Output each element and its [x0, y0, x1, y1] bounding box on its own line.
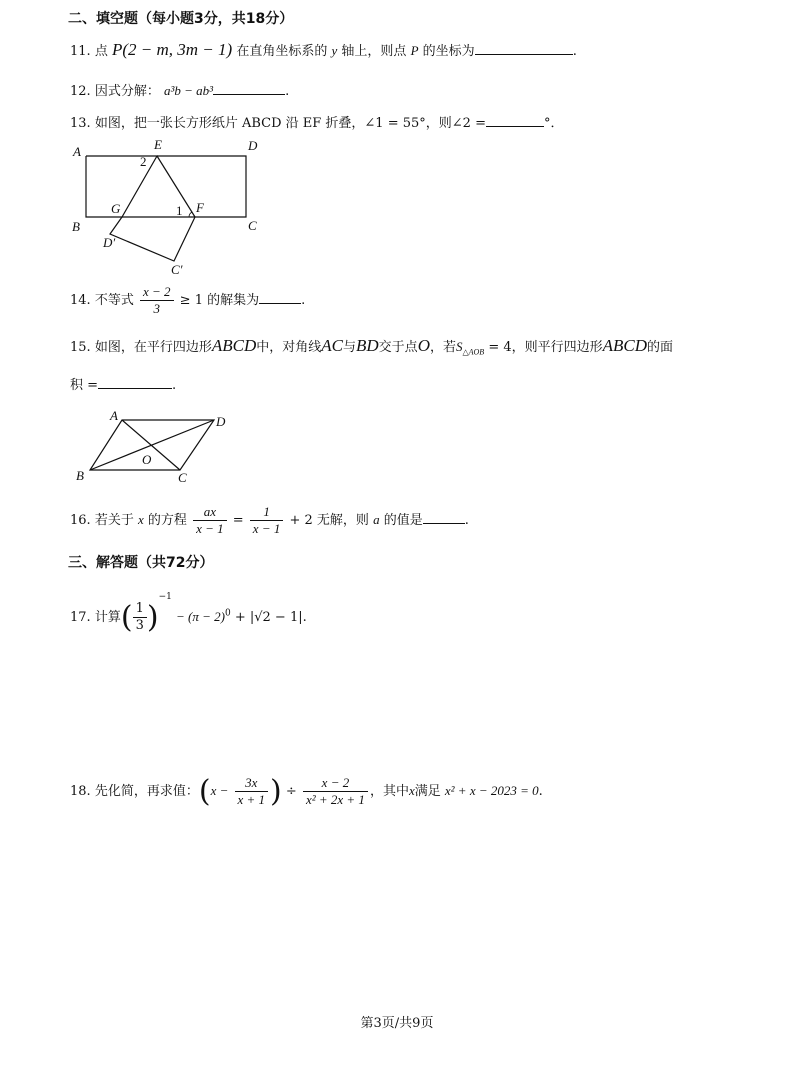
fig1-label-C: C [248, 218, 257, 233]
q15-answer-blank[interactable] [98, 376, 172, 389]
q18-x: x [408, 783, 415, 798]
q17-numerator: 1 [133, 601, 147, 618]
q16-fraction-1 [193, 504, 227, 537]
q11-answer-blank[interactable] [475, 42, 573, 55]
q18-f2-denominator: x² + 2x + 1 [305, 792, 365, 807]
q11-y: y [331, 43, 338, 58]
q18-f1-numerator: 3x [235, 775, 269, 792]
section-2-heading: 二、填空题（每小题3分，共18分） [68, 11, 294, 27]
q12-number: 12. [70, 84, 91, 99]
q15-number: 15. [70, 340, 91, 355]
q16-plus: + 2 无解，则 [289, 513, 369, 528]
q15-ac: AC [321, 336, 343, 355]
q16-f2-numerator: 1 [250, 504, 284, 521]
q14-answer-blank[interactable] [259, 291, 301, 304]
page-footer: 第3页/共9页 [360, 1016, 434, 1031]
fig1-label-G: G [111, 201, 121, 216]
q18-mid2: 满足 [414, 784, 441, 799]
q18-fraction-1 [235, 775, 269, 808]
q17-right-paren: ) [146, 600, 159, 635]
q16-number: 16. [70, 513, 91, 528]
q15-abcd: ABCD [211, 336, 257, 355]
q17-pre: 计算 [94, 610, 121, 625]
q16-x: x [137, 512, 144, 527]
q17-left-paren: ( [120, 600, 133, 635]
q16-f2-denominator: x − 1 [252, 521, 281, 536]
q18-left-paren: ( [198, 774, 211, 809]
q11-point: P [111, 40, 123, 59]
q11-end: . [572, 44, 577, 59]
q15-text-c: 交于点 [378, 340, 418, 355]
question-14 [70, 284, 305, 317]
q16-eq: = [232, 513, 244, 528]
q11-number: 11. [70, 44, 91, 59]
q12-answer-blank[interactable] [213, 82, 285, 95]
fig1-label-D: D [248, 138, 258, 153]
q16-f1-numerator: ax [193, 504, 227, 521]
q11-mid2: 轴上，则点 [341, 44, 407, 59]
q16-a: a [373, 512, 380, 527]
q16-pre: 若关于 [94, 513, 134, 528]
q14-mid: ≥ 1 的解集为 [179, 293, 260, 308]
q15-text-a: 如图，在平行四边形 [94, 340, 212, 355]
q12-expression: a³b − ab³ [163, 83, 214, 98]
q16-end: . [464, 513, 469, 528]
q14-end: . [301, 293, 306, 308]
q15-end: . [172, 378, 177, 393]
q18-mid: ，其中 [369, 784, 409, 799]
q11-point2: P [410, 43, 419, 58]
q11-coordinate: (2 − m, 3m − 1) [122, 40, 233, 59]
q15-s-sub: △AOB [462, 347, 485, 357]
q11-pre: 点 [94, 44, 108, 59]
q16-f1-denominator: x − 1 [196, 521, 224, 536]
q14-fraction [140, 284, 174, 317]
question-15-line-2 [70, 374, 176, 393]
fig1-angle-2: 2 [140, 154, 147, 169]
fig1-label-B: B [72, 219, 80, 234]
q18-x-minus: x − [210, 783, 229, 798]
q17-exponent: −1 [158, 592, 172, 602]
fig1-label-C-prime: C′ [171, 262, 183, 277]
q14-number: 14. [70, 293, 91, 308]
q18-div: ÷ [285, 784, 297, 799]
fig1-angle-1: 1 [176, 203, 183, 218]
fig2-label-C: C [178, 470, 187, 485]
q15-bd: BD [356, 336, 379, 355]
q11-post: 的坐标为 [422, 44, 475, 59]
q15-yu: 与 [342, 340, 356, 355]
q17-exponent-zero: 0 [224, 608, 231, 619]
fig1-label-E: E [154, 137, 162, 152]
q17-abs: + |√2 − 1|. [234, 610, 307, 625]
figure-folded-rectangle [68, 136, 278, 278]
question-13 [70, 112, 564, 131]
question-18 [70, 774, 543, 809]
section-3-heading: 三、解答题（共72分） [68, 555, 214, 571]
q18-number: 18. [70, 784, 91, 799]
question-17 [70, 592, 307, 635]
question-11 [70, 40, 577, 60]
q14-denominator: 3 [153, 301, 160, 316]
fig1-label-D-prime: D′ [103, 235, 116, 250]
q18-condition: x² + x − 2023 = 0 [444, 783, 539, 798]
q18-end: . [538, 784, 543, 799]
q15-abcd2: ABCD [602, 336, 648, 355]
q15-text-b: 中，对角线 [256, 340, 322, 355]
question-16 [70, 504, 469, 537]
fig2-label-A: A [110, 408, 118, 423]
q13-answer-blank[interactable] [486, 114, 544, 127]
fig1-label-F: F [196, 200, 204, 215]
q12-end: . [285, 84, 290, 99]
q18-f1-denominator: x + 1 [237, 792, 266, 807]
q16-post: 的值是 [383, 513, 423, 528]
q16-mid: 的方程 [147, 513, 187, 528]
q17-fraction [133, 601, 147, 634]
q18-fraction-2 [303, 775, 368, 808]
fig2-label-O: O [142, 452, 152, 467]
question-12 [70, 80, 289, 99]
q18-f2-numerator: x − 2 [303, 775, 368, 792]
fig2-label-D: D [216, 414, 226, 429]
q18-pre: 先化简，再求值： [94, 784, 199, 799]
q15-text-d: ，若 [429, 340, 456, 355]
q13-end: °． [543, 116, 564, 131]
q14-pre: 不等式 [94, 293, 134, 308]
q15-eq: = 4 [484, 340, 512, 355]
q16-fraction-2 [250, 504, 284, 537]
q12-pre: 因式分解： [94, 84, 160, 99]
q15-text-e: ，则平行四边形 [511, 340, 603, 355]
q17-denominator: 3 [135, 618, 144, 633]
fig1-label-A: A [73, 144, 81, 159]
q11-mid: 在直角坐标系的 [236, 44, 328, 59]
q13-number: 13. [70, 116, 91, 131]
question-15-line-1 [70, 336, 673, 357]
q13-text: 如图，把一张长方形纸片 ABCD 沿 EF 折叠，∠1 = 55°，则∠2 = [94, 116, 486, 131]
q17-rest: − (π − 2) [175, 609, 225, 624]
q17-number: 17. [70, 610, 91, 625]
q18-right-paren: ) [270, 774, 282, 809]
q15-text-f: 的面 [647, 340, 674, 355]
q15-s: S [455, 339, 463, 354]
q16-answer-blank[interactable] [423, 511, 465, 524]
fig2-label-B: B [76, 468, 84, 483]
q14-numerator: x − 2 [140, 284, 174, 301]
figure-parallelogram [72, 406, 242, 488]
q15-line-2-text: 积 = [70, 378, 99, 393]
q15-o: O [417, 336, 430, 355]
